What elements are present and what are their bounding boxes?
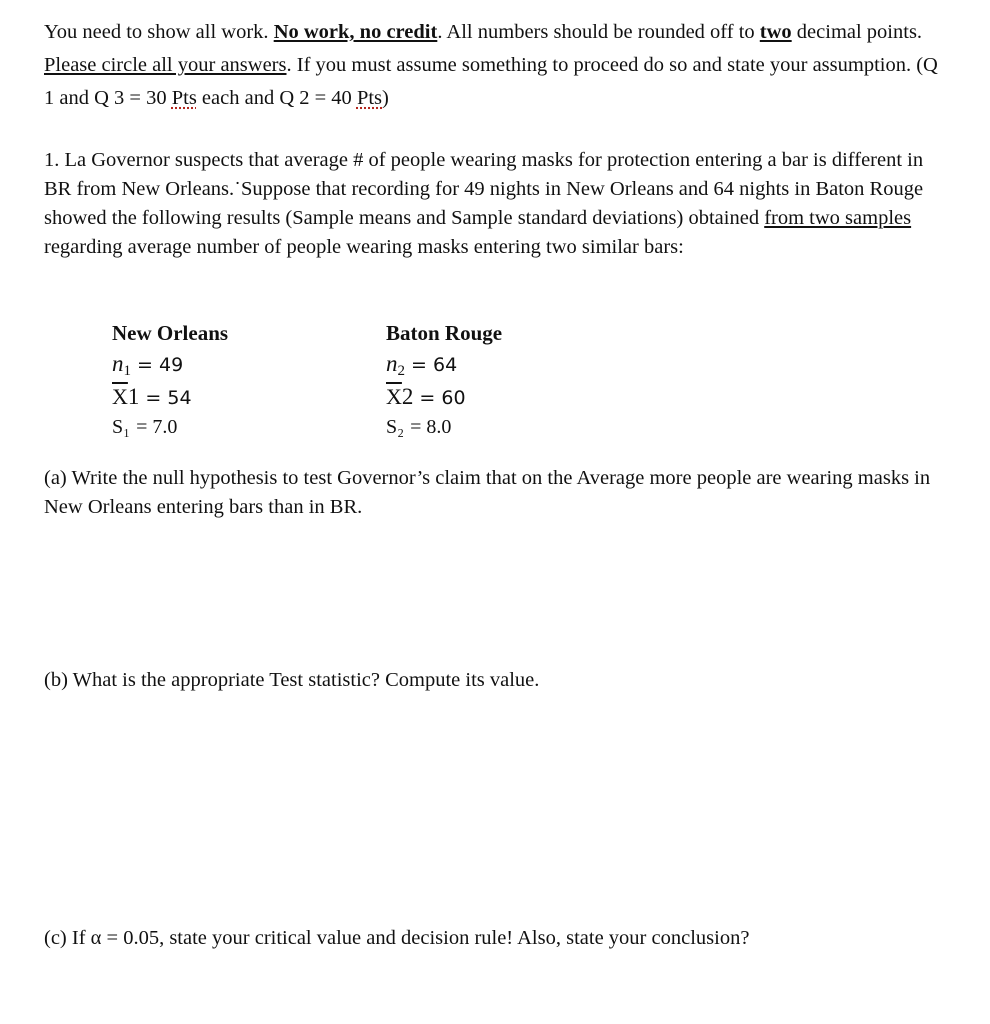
baton-rouge-heading: Baton Rouge (386, 321, 503, 345)
instructions-text-3: decimal points. (791, 21, 923, 43)
instructions-text-5: each and Q 2 = 40 (196, 87, 357, 109)
sample-statistics-table (0, 319, 990, 439)
circle-answers-note: Please circle all your answers (44, 54, 287, 76)
question-1-text-2: regarding average number of people wearing masks entering two similar bars: (44, 236, 684, 258)
instructions-text-4: . If you must assume something to proceed do so and state your assumption. (Q 1 and Q 3 = 30 (44, 54, 938, 109)
question-1-text-1: 1. La Governor suspects that average # of people wearing masks for protection entering a bar is different in BR from New Orleans.˙Suppose that recording for 49 nights in New Orleans and 64 nights in Baton Rouge showed the following results (Sample means and Sample standard deviations) obtained (44, 149, 924, 229)
new-orleans-heading: New Orleans (112, 321, 229, 345)
no-work-no-credit: No work, no credit (273, 21, 438, 43)
part-a-question: (a) Write the null hypothesis to test Governor’s claim that on the Average more people are wearing masks in New Orleans entering bars than in BR. (44, 467, 931, 518)
baton-rouge-mean: $\overline{X}2 = 60$ (386, 384, 466, 409)
part-c-question: (c) If α = 0.05, state your critical value and decision rule! Also, state your conclusion? (44, 927, 750, 949)
part-b-question: (b) What is the appropriate Test statistic? Compute its value. (44, 669, 540, 691)
new-orleans-std-dev: S₁ = 7.0 (112, 416, 178, 438)
instructions-text-2: . All numbers should be rounded off to (437, 21, 760, 43)
baton-rouge-column (386, 319, 502, 442)
from-two-samples: from two samples (764, 207, 912, 229)
two-emphasis: two (759, 21, 792, 43)
new-orleans-n: $n_1 = 49$ (112, 351, 184, 379)
instructions-text-1: You need to show all work. (44, 21, 274, 43)
baton-rouge-n: $n_2 = 64$ (386, 351, 458, 379)
baton-rouge-std-dev: S₂ = 8.0 (386, 416, 452, 438)
pts-word-2: Pts (356, 87, 383, 109)
instructions-text-6: ) (382, 87, 389, 109)
new-orleans-column (112, 319, 228, 442)
question-1-paragraph (44, 146, 944, 262)
pts-word-1: Pts (171, 87, 197, 109)
instructions-paragraph (44, 16, 944, 115)
new-orleans-mean: $\overline{X}1 = 54$ (112, 384, 192, 409)
